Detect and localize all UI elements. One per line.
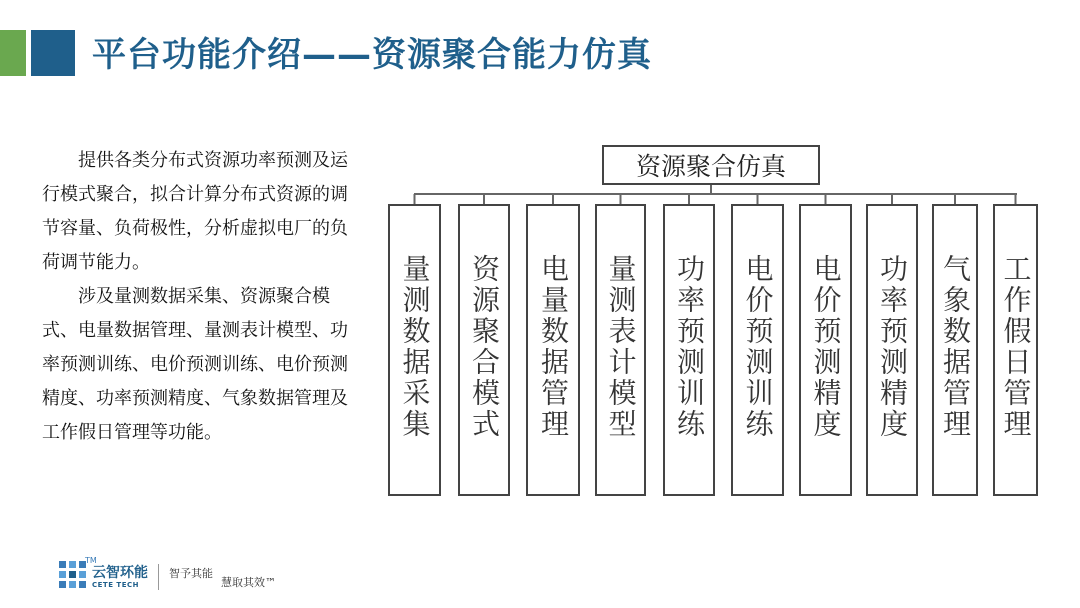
description-text xyxy=(42,144,357,450)
diagram-item-9 xyxy=(932,204,978,496)
diagram-item-label: 资源聚合模式 xyxy=(468,254,501,440)
company-logo xyxy=(58,556,276,594)
logo-mark-wrap xyxy=(58,556,97,594)
diagram-item-4 xyxy=(595,204,646,496)
logo-name-en: CETE TECH xyxy=(92,581,139,589)
logo-name-cn: 云智环能 xyxy=(92,565,148,581)
diagram-item-8 xyxy=(866,204,918,496)
diagram-item-3 xyxy=(526,204,580,496)
diagram-item-1 xyxy=(388,204,441,496)
diagram-item-label: 电价预测精度 xyxy=(809,254,843,440)
diagram-item-label: 功率预测精度 xyxy=(876,254,909,440)
diagram-root-box xyxy=(602,145,820,185)
slogan-1: 智予其能 xyxy=(169,567,213,580)
diagram-item-label: 电价预测训练 xyxy=(741,254,775,440)
logo-divider xyxy=(158,564,159,590)
diagram-item-label: 气象数据管理 xyxy=(939,254,972,440)
description-paragraph-2: 涉及量测数据采集、资源聚合模式、电量数据管理、量测表计模型、功率预测训练、电价预测训练、电价预测精度、功率预测精度、气象数据管理及工作假日管理等功能。 xyxy=(42,286,348,443)
diagram-item-7 xyxy=(799,204,852,496)
diagram-item-2 xyxy=(458,204,510,496)
slogan-2: 慧取其效™ xyxy=(221,576,276,589)
diagram-item-label: 量测表计模型 xyxy=(604,254,638,440)
logo-trademark: TM xyxy=(85,556,97,565)
logo-name xyxy=(92,565,148,589)
diagram-item-6 xyxy=(731,204,784,496)
title-accent-green xyxy=(0,30,26,76)
logo-mark-icon xyxy=(58,560,88,590)
title-accent-blue xyxy=(31,30,75,76)
diagram-item-5 xyxy=(663,204,715,496)
diagram-item-label: 工作假日管理 xyxy=(999,254,1033,440)
diagram-item-10 xyxy=(993,204,1038,496)
diagram-item-label: 电量数据管理 xyxy=(537,254,570,440)
description-paragraph-1: 提供各类分布式资源功率预测及运行模式聚合，拟合计算分布式资源的调节容量、负荷极性，分析虚拟电厂的负荷调节能力。 xyxy=(42,150,348,273)
diagram-root-label: 资源聚合仿真 xyxy=(635,152,786,181)
page-title: 平台功能介绍——资源聚合能力仿真 xyxy=(92,35,652,75)
diagram-item-label: 功率预测训练 xyxy=(673,254,706,440)
diagram-item-label: 量测数据采集 xyxy=(398,254,432,440)
